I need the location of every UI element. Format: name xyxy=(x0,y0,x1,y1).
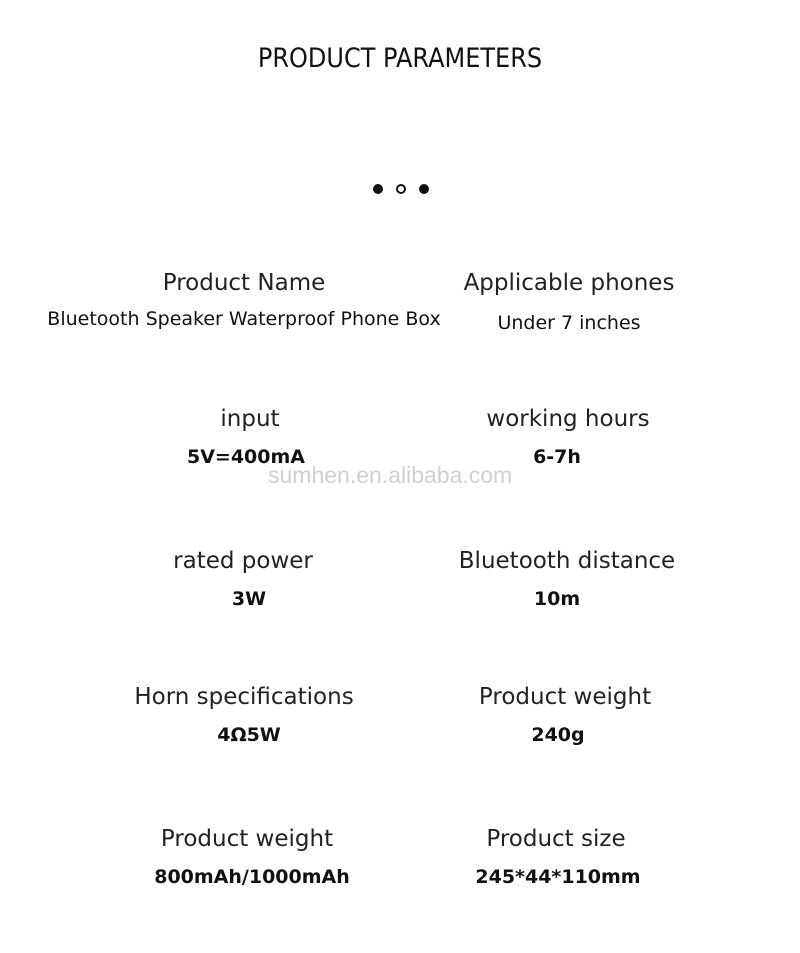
dot-hollow-icon xyxy=(396,184,406,194)
param-value: 4Ω5W xyxy=(217,724,281,746)
watermark: sumhen.en.alibaba.com xyxy=(268,462,513,488)
param-value: 3W xyxy=(231,588,267,610)
page-title: PRODUCT PARAMETERS xyxy=(257,42,543,74)
param-bluetooth-distance xyxy=(437,548,697,610)
param-working-hours xyxy=(468,406,668,468)
param-rated-power xyxy=(143,548,343,610)
param-value: Bluetooth Speaker Waterproof Phone Box xyxy=(47,308,441,330)
param-label: Product weight xyxy=(160,826,334,852)
param-value: 800mAh/1000mAh xyxy=(154,866,350,888)
param-value: 6-7h xyxy=(533,446,581,468)
divider-dots xyxy=(373,184,429,198)
param-product-weight xyxy=(445,684,685,746)
param-label: Applicable phones xyxy=(463,270,675,296)
param-horn-specifications xyxy=(114,684,374,746)
dot-icon xyxy=(419,184,429,194)
param-battery xyxy=(127,826,367,888)
param-product-size xyxy=(436,826,676,888)
dot-icon xyxy=(373,184,383,194)
param-applicable-phones xyxy=(444,270,694,334)
param-value: Under 7 inches xyxy=(497,312,641,334)
param-product-name xyxy=(44,270,444,330)
param-label: rated power xyxy=(173,548,313,574)
param-value: 240g xyxy=(531,724,585,746)
param-label: Horn specifications xyxy=(134,684,354,710)
param-label: Product size xyxy=(486,826,626,852)
param-label: input xyxy=(220,406,280,432)
param-value: 10m xyxy=(533,588,581,610)
param-label: Bluetooth distance xyxy=(458,548,676,574)
param-label: working hours xyxy=(486,406,650,432)
param-input xyxy=(150,406,350,468)
param-label: Product Name xyxy=(162,270,326,296)
param-label: Product weight xyxy=(478,684,652,710)
param-value: 5V=400mA xyxy=(186,446,305,468)
param-value: 245*44*110mm xyxy=(475,866,641,888)
